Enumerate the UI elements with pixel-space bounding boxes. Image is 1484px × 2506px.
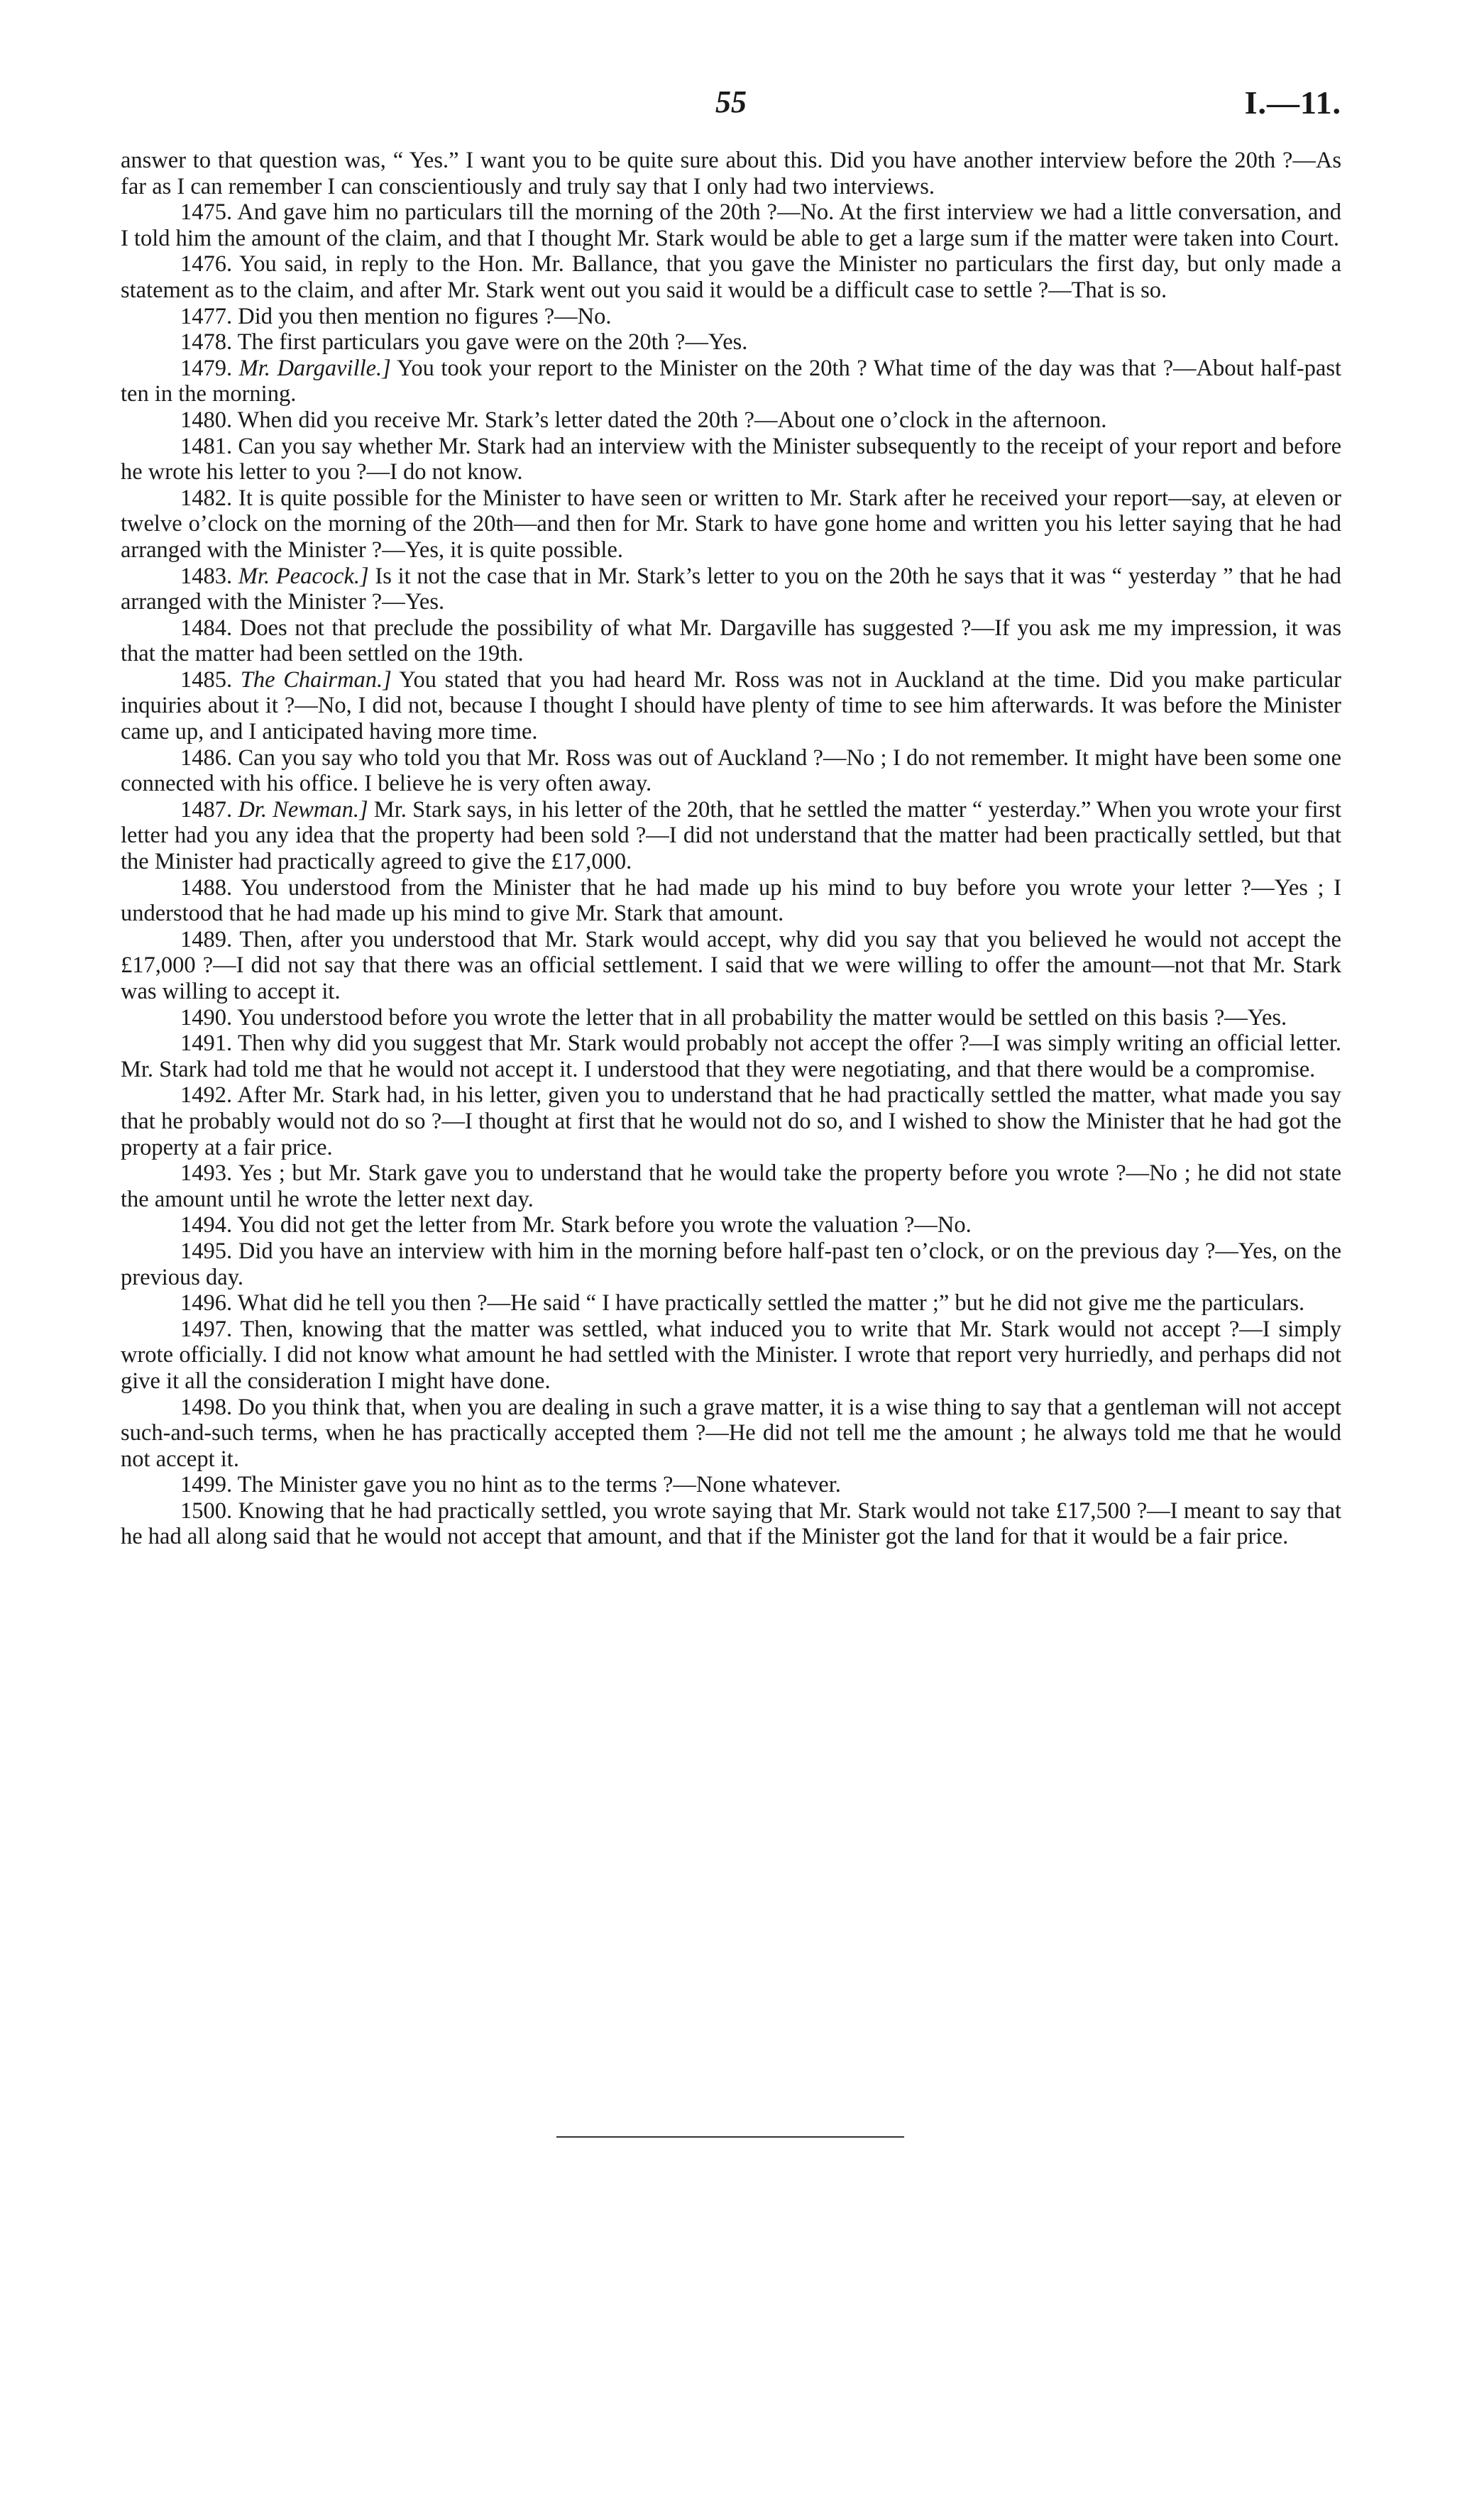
question-number: 1482. bbox=[180, 485, 233, 511]
question-number: 1497. bbox=[180, 1316, 233, 1342]
question-paragraph bbox=[121, 615, 1341, 667]
question-paragraph bbox=[121, 1160, 1341, 1212]
question-paragraph bbox=[121, 485, 1341, 564]
question-paragraph bbox=[121, 199, 1341, 251]
question-paragraph bbox=[121, 1317, 1341, 1395]
question-text: Did you have an interview with him in the morning before half-past ten o’clock, or on the previous day ?—Yes, on the previous day. bbox=[121, 1238, 1341, 1290]
question-paragraph bbox=[121, 356, 1341, 407]
question-number: 1488. bbox=[180, 874, 233, 901]
question-text: You understood before you wrote the letter that in all probability the matter would be settled on this basis ?—Yes. bbox=[237, 1004, 1287, 1031]
question-text: You said, in reply to the Hon. Mr. Ballance, that you gave the Minister no particulars the first day, but only made a statement as to the claim, and after Mr. Stark went out you said it would be a difficult case to settle ?—That is so. bbox=[121, 251, 1341, 303]
question-text: Can you say who told you that Mr. Ross was out of Auckland ?—No ; I do not remember. It might have been some one connected with his office. I believe he is very often away. bbox=[121, 744, 1341, 797]
question-text: The first particulars you gave were on the 20th ?—Yes. bbox=[237, 329, 748, 356]
question-paragraph bbox=[121, 304, 1341, 330]
question-text: Then why did you suggest that Mr. Stark would probably not accept the offer ?—I was simply writing an official letter. Mr. Stark had told me that he would not accept it. I understood that they were negotiating, and that there would be a compromise. bbox=[121, 1031, 1341, 1082]
question-paragraph bbox=[121, 1498, 1341, 1550]
question-number: 1483. bbox=[180, 563, 233, 589]
question-number: 1478. bbox=[180, 329, 233, 356]
question-text: After Mr. Stark had, in his letter, given you to understand that he had practically settled the matter, what made you say that he probably would not do so ?—I thought at first that he would not do so, and I wished to show the Minister that he had got the property at a fair price. bbox=[121, 1082, 1341, 1160]
question-number: 1494. bbox=[180, 1212, 233, 1238]
question-paragraph bbox=[121, 1472, 1341, 1498]
question-number: 1490. bbox=[180, 1004, 233, 1031]
page-number: 55 bbox=[715, 84, 747, 119]
question-text: When did you receive Mr. Stark’s letter dated the 20th ?—About one o’clock in the afternoon. bbox=[237, 407, 1107, 433]
question-number: 1486. bbox=[180, 744, 233, 771]
question-number: 1499. bbox=[180, 1472, 233, 1498]
question-text: It is quite possible for the Minister to have seen or written to Mr. Stark after he received your report—say, at eleven or twelve o’clock on the morning of the 20th—and then for Mr. Stark to have gone home and written you his letter saying that he had arranged with the Minister ?—Yes, it is quite possible. bbox=[121, 485, 1342, 563]
question-paragraph bbox=[121, 1290, 1341, 1317]
question-number: 1500. bbox=[180, 1497, 233, 1524]
question-number: 1487. bbox=[180, 796, 233, 823]
question-text: Then, knowing that the matter was settled, what induced you to write that Mr. Stark would not accept ?—I simply wrote officially. I did not know what amount he had settled with the Minister. I wrote that report very hurriedly, and perhaps did not give it all the consideration I might have done. bbox=[121, 1316, 1341, 1394]
question-text: Yes ; but Mr. Stark gave you to understand that he would take the property before you wrote ?—No ; he did not state the amount until he wrote the letter next day. bbox=[121, 1160, 1341, 1212]
question-number: 1477. bbox=[180, 303, 233, 329]
question-number: 1480. bbox=[180, 407, 233, 433]
opening-paragraph: answer to that question was, “ Yes.” I want you to be quite sure about this. Did you have another interview before the 20th ?—As far as I can remember I can conscientiously and truly say that I only had two interviews. bbox=[121, 148, 1341, 199]
question-text: You took your report to the Minister on the 20th ? What time of the day was that ?—About half-past ten in the morning. bbox=[121, 355, 1342, 407]
question-number: 1492. bbox=[180, 1082, 233, 1109]
question-number: 1476. bbox=[180, 251, 233, 277]
question-number: 1495. bbox=[180, 1238, 233, 1264]
speaker-name: Mr. Dargaville.] bbox=[238, 355, 391, 381]
question-number: 1481. bbox=[180, 433, 233, 459]
question-paragraph bbox=[121, 745, 1341, 797]
speaker-name: Dr. Newman.] bbox=[238, 796, 368, 823]
question-text: Mr. Stark says, in his letter of the 20th, that he settled the matter “ yesterday.” When you wrote your first letter had you any idea that the property had been sold ?—I did not understand that the matter had been practically settled, but that the Minister had practically agreed to give the £17,000. bbox=[121, 796, 1342, 875]
speaker-name: Mr. Peacock.] bbox=[238, 563, 369, 589]
question-paragraph bbox=[121, 1238, 1341, 1290]
question-text: And gave him no particulars till the morning of the 20th ?—No. At the first interview we had a little conversation, and I told him the amount of the claim, and that I thought Mr. Stark would be able to get a large sum if the matter were taken into Court. bbox=[121, 199, 1341, 251]
closing-rule bbox=[556, 2136, 904, 2138]
question-paragraph bbox=[121, 667, 1341, 745]
question-text: What did he tell you then ?—He said “ I have practically settled the matter ;” but he did not give me the particulars. bbox=[237, 1290, 1305, 1317]
question-text: Knowing that he had practically settled, you wrote saying that Mr. Stark would not take £17,500 ?—I meant to say that he had all along said that he would not accept that amount, and that if the Minister got the land for that it would be a fair price. bbox=[121, 1497, 1341, 1550]
page-header bbox=[121, 84, 1341, 126]
question-paragraph bbox=[121, 1005, 1341, 1031]
question-paragraph bbox=[121, 564, 1341, 615]
question-paragraph bbox=[121, 927, 1341, 1005]
question-text: Can you say whether Mr. Stark had an interview with the Minister subsequently to the receipt of your report and before he wrote his letter to you ?—I do not know. bbox=[121, 433, 1341, 485]
question-number: 1498. bbox=[180, 1394, 233, 1420]
evidence-transcript bbox=[121, 148, 1341, 1550]
question-paragraph bbox=[121, 434, 1341, 485]
question-paragraph bbox=[121, 329, 1341, 356]
question-text: Do you think that, when you are dealing in such a grave matter, it is a wise thing to say that a gentleman will not accept such-and-such terms, when he has practically accepted them ?—He did not tell me the amount ; he always told me that he would not accept it. bbox=[121, 1394, 1342, 1472]
question-paragraph bbox=[121, 1212, 1341, 1238]
question-number: 1491. bbox=[180, 1031, 233, 1057]
question-paragraph bbox=[121, 1395, 1341, 1473]
question-text: You did not get the letter from Mr. Stark before you wrote the valuation ?—No. bbox=[237, 1212, 972, 1238]
question-number: 1496. bbox=[180, 1290, 233, 1317]
question-text: The Minister gave you no hint as to the terms ?—None whatever. bbox=[237, 1472, 841, 1498]
question-paragraph bbox=[121, 1082, 1341, 1160]
question-text: You understood from the Minister that he had made up his mind to buy before you wrote your letter ?—Yes ; I understood that he had made up his mind to give Mr. Stark that amount. bbox=[121, 874, 1341, 927]
question-list bbox=[121, 199, 1341, 1550]
speaker-name: The Chairman.] bbox=[240, 666, 392, 693]
document-reference: I.—11. bbox=[1244, 84, 1341, 121]
question-number: 1475. bbox=[180, 199, 233, 226]
question-text: You stated that you had heard Mr. Ross was not in Auckland at the time. Did you make particular inquiries about it ?—No, I did not, because I thought I should have plenty of time to see him afterwards. It was before the Minister came up, and I anticipated having more time. bbox=[121, 666, 1341, 745]
question-paragraph bbox=[121, 797, 1341, 875]
question-number: 1485. bbox=[180, 666, 233, 693]
question-paragraph bbox=[121, 875, 1341, 927]
question-paragraph bbox=[121, 251, 1341, 303]
question-number: 1489. bbox=[180, 926, 233, 952]
question-text: Does not that preclude the possibility of what Mr. Dargaville has suggested ?—If you ask me my impression, it was that the matter had been settled on the 19th. bbox=[121, 615, 1342, 667]
question-number: 1493. bbox=[180, 1160, 233, 1187]
question-text: Is it not the case that in Mr. Stark’s letter to you on the 20th he says that it was “ yesterday ” that he had arranged with the Minister ?—Yes. bbox=[121, 563, 1342, 615]
question-paragraph bbox=[121, 1031, 1341, 1082]
question-number: 1479. bbox=[180, 355, 233, 381]
question-number: 1484. bbox=[180, 615, 233, 641]
question-text: Did you then mention no figures ?—No. bbox=[238, 303, 612, 329]
question-paragraph bbox=[121, 407, 1341, 434]
question-text: Then, after you understood that Mr. Stark would accept, why did you say that you believed he would not accept the £17,000 ?—I did not say that there was an official settlement. I said that we were willing to offer the amount—not that Mr. Stark was willing to accept it. bbox=[121, 926, 1341, 1004]
